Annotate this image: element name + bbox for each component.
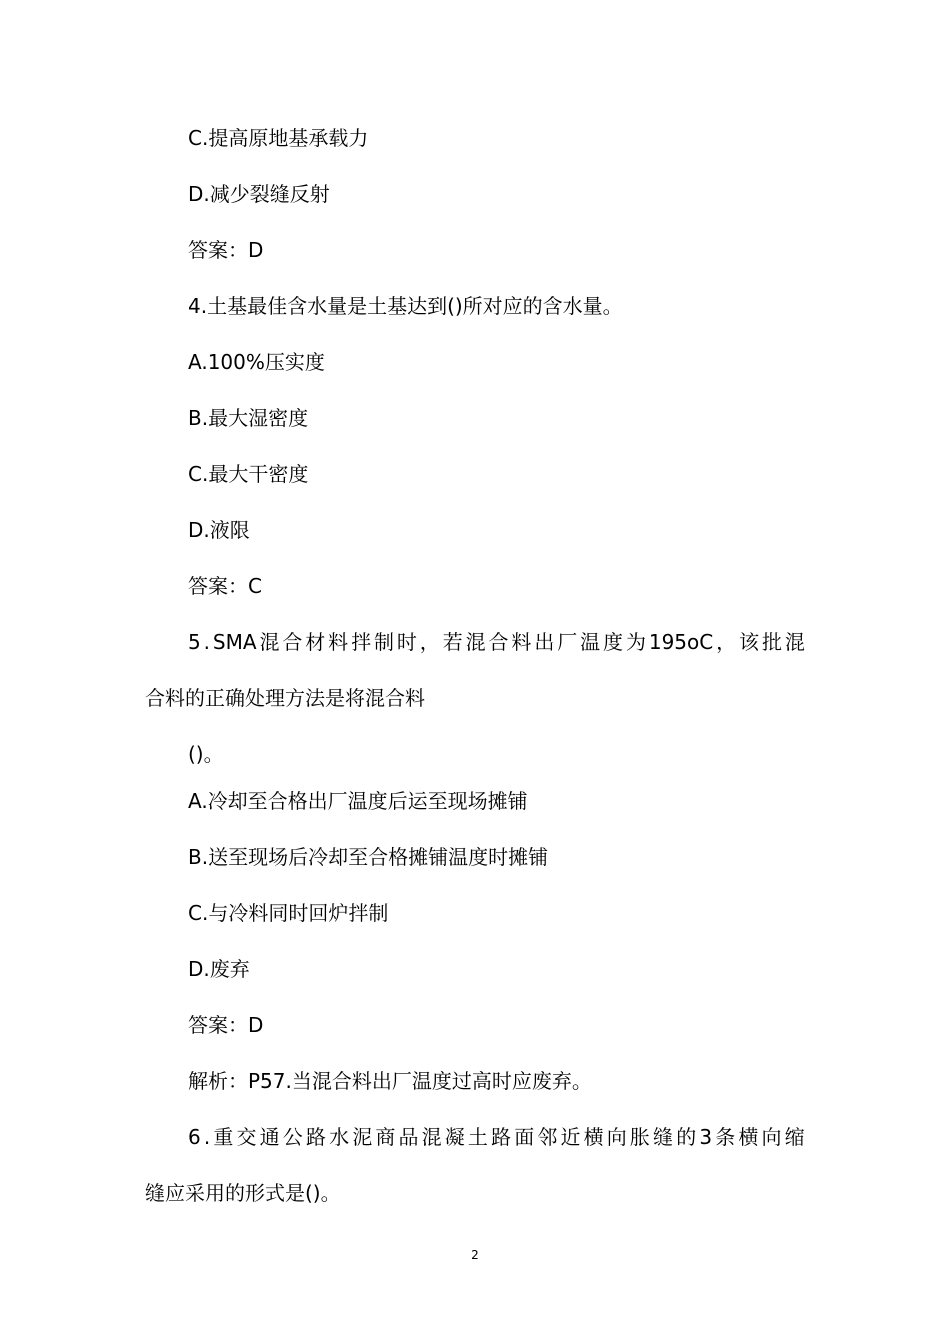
char: 材 xyxy=(305,630,326,654)
option-d-q3: D.减少裂缝反射 xyxy=(188,182,330,206)
char: SMA xyxy=(212,630,257,654)
option-c-q3: C.提高原地基承载力 xyxy=(188,126,369,150)
char: 土 xyxy=(467,1125,488,1149)
char: 时 xyxy=(396,630,417,654)
char: 缩 xyxy=(784,1125,805,1149)
char: 合 xyxy=(282,630,303,654)
char: 混 xyxy=(259,630,280,654)
char: 重 xyxy=(213,1125,234,1149)
char: 批 xyxy=(761,630,782,654)
char: 向 xyxy=(761,1125,782,1149)
char: 195oC xyxy=(648,630,714,654)
char: 泥 xyxy=(352,1125,373,1149)
option-d-q5: D.废弃 xyxy=(188,957,250,981)
char: 邻 xyxy=(537,1125,558,1149)
option-d-q4: D.液限 xyxy=(188,518,250,542)
char: 向 xyxy=(606,1125,627,1149)
question-5-line-1 xyxy=(188,628,805,656)
question-6-line-1 xyxy=(188,1123,805,1151)
option-a-q5: A.冷却至合格出厂温度后运至现场摊铺 xyxy=(188,789,528,813)
char: 横 xyxy=(583,1125,604,1149)
char: 路 xyxy=(491,1125,512,1149)
char: 商 xyxy=(375,1125,396,1149)
char: 近 xyxy=(560,1125,581,1149)
question-4: 4.土基最佳含水量是土基达到()所对应的含水量。 xyxy=(188,294,623,318)
char: 混 xyxy=(784,630,805,654)
char: 混 xyxy=(421,1125,442,1149)
char: 胀 xyxy=(629,1125,650,1149)
char: 为 xyxy=(625,630,646,654)
char: 路 xyxy=(305,1125,326,1149)
option-c-q5: C.与冷料同时回炉拌制 xyxy=(188,901,389,925)
question-5-line-2: 合料的正确处理方法是将混合料 xyxy=(145,686,425,710)
char: 料 xyxy=(511,630,532,654)
char: 3 xyxy=(699,1125,713,1149)
char: 混 xyxy=(465,630,486,654)
char: 出 xyxy=(534,630,555,654)
question-6-line-2: 缝应采用的形式是()。 xyxy=(145,1181,341,1205)
option-a-q4: A.100%压实度 xyxy=(188,350,325,374)
char: 度 xyxy=(603,630,624,654)
char: . xyxy=(203,630,210,654)
char: 该 xyxy=(739,630,760,654)
option-c-q4: C.最大干密度 xyxy=(188,462,309,486)
char: 通 xyxy=(259,1125,280,1149)
char: 凝 xyxy=(444,1125,465,1149)
char: ， xyxy=(716,630,737,654)
answer-q3: 答案：D xyxy=(188,238,264,262)
option-b-q5: B.送至现场后冷却至合格摊铺温度时摊铺 xyxy=(188,845,549,869)
char: 的 xyxy=(676,1125,697,1149)
answer-q5: 答案：D xyxy=(188,1013,264,1037)
char: 水 xyxy=(329,1125,350,1149)
char: 交 xyxy=(236,1125,257,1149)
char: 合 xyxy=(488,630,509,654)
char: 拌 xyxy=(351,630,372,654)
char: 品 xyxy=(398,1125,419,1149)
char: ， xyxy=(419,630,440,654)
char: 公 xyxy=(282,1125,303,1149)
char: 温 xyxy=(580,630,601,654)
char: 料 xyxy=(328,630,349,654)
char: 缝 xyxy=(653,1125,674,1149)
char: 条 xyxy=(715,1125,736,1149)
char: 5 xyxy=(188,630,201,654)
page-number: 2 xyxy=(471,1248,479,1262)
char: 面 xyxy=(514,1125,535,1149)
char: 若 xyxy=(442,630,463,654)
char: 6 xyxy=(188,1125,201,1149)
explanation-q5: 解析：P57.当混合料出厂温度过高时应废弃。 xyxy=(188,1069,592,1093)
char: 制 xyxy=(373,630,394,654)
char: . xyxy=(203,1125,211,1149)
char: 横 xyxy=(738,1125,759,1149)
option-b-q4: B.最大湿密度 xyxy=(188,406,309,430)
question-5-line-3: ()。 xyxy=(188,742,224,766)
answer-q4: 答案：C xyxy=(188,574,262,598)
char: 厂 xyxy=(557,630,578,654)
